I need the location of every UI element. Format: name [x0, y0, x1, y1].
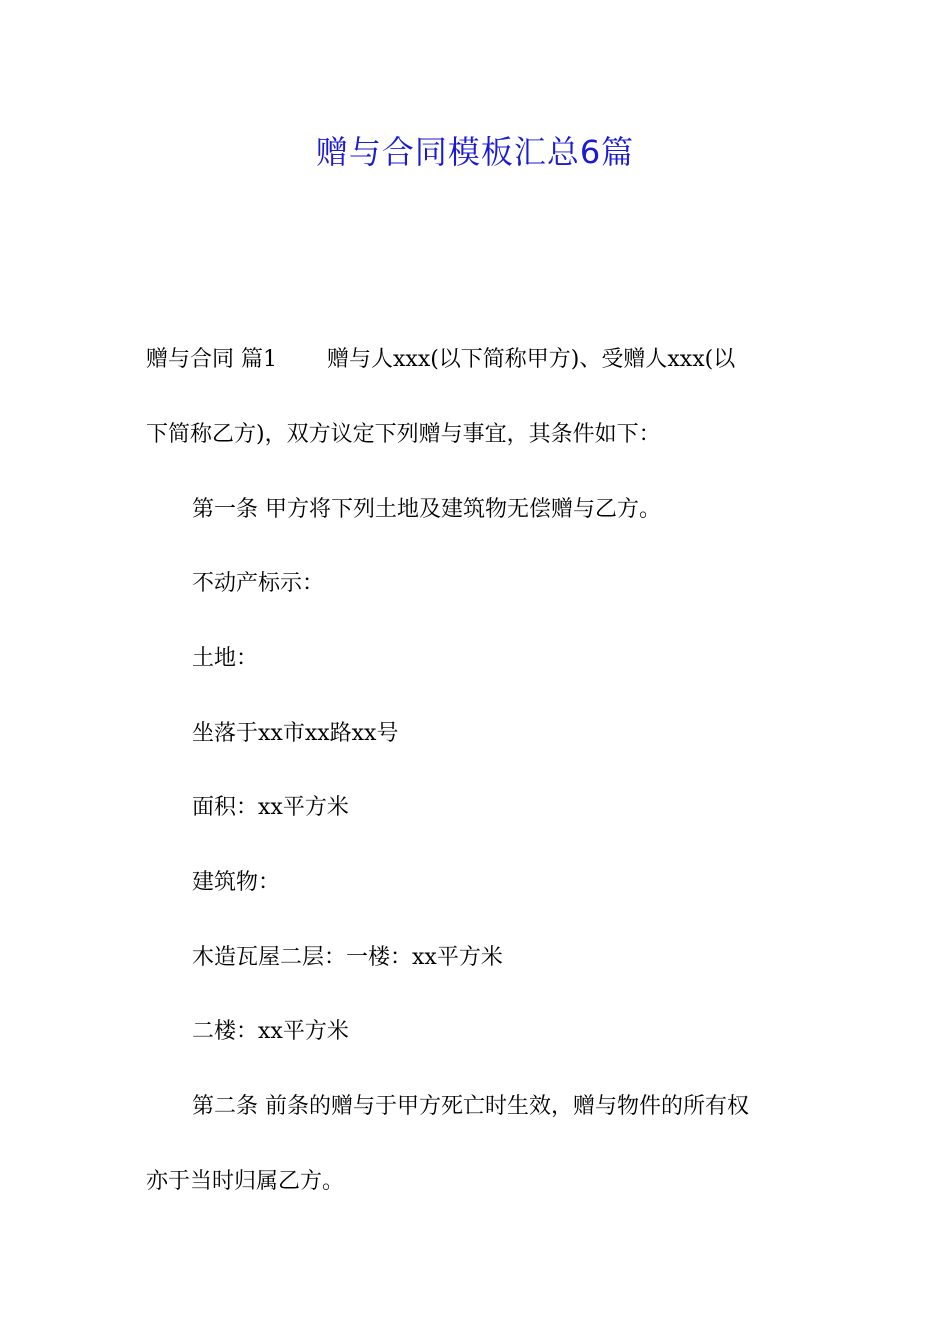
paragraph-line: 第二条 前条的赠与于甲方死亡时生效，赠与物件的所有权 — [192, 1094, 749, 1119]
paragraph-line: 二楼：xx平方米 — [192, 1019, 349, 1044]
paragraph-line: 下简称乙方)，双方议定下列赠与事宜，其条件如下： — [146, 422, 661, 447]
paragraph-line: 土地： — [192, 646, 259, 671]
paragraph-line: 坐落于xx市xx路xx号 — [192, 721, 399, 746]
paragraph-line: 不动产标示： — [192, 571, 325, 596]
document-title: 赠与合同模板汇总6篇 — [315, 133, 635, 171]
paragraph-line — [146, 343, 735, 377]
paragraph-line: 第一条 甲方将下列土地及建筑物无偿赠与乙方。 — [192, 497, 661, 522]
paragraph-line: 木造瓦屋二层：一楼：xx平方米 — [192, 945, 503, 970]
paragraph-line: 建筑物： — [192, 870, 281, 895]
paragraph-line: 面积：xx平方米 — [192, 795, 349, 820]
section-heading: 赠与合同 篇1 — [146, 347, 277, 372]
paragraph-text: 赠与人xxx(以下简称甲方)、受赠人xxx(以 — [327, 347, 736, 372]
paragraph-line: 亦于当时归属乙方。 — [146, 1169, 345, 1194]
